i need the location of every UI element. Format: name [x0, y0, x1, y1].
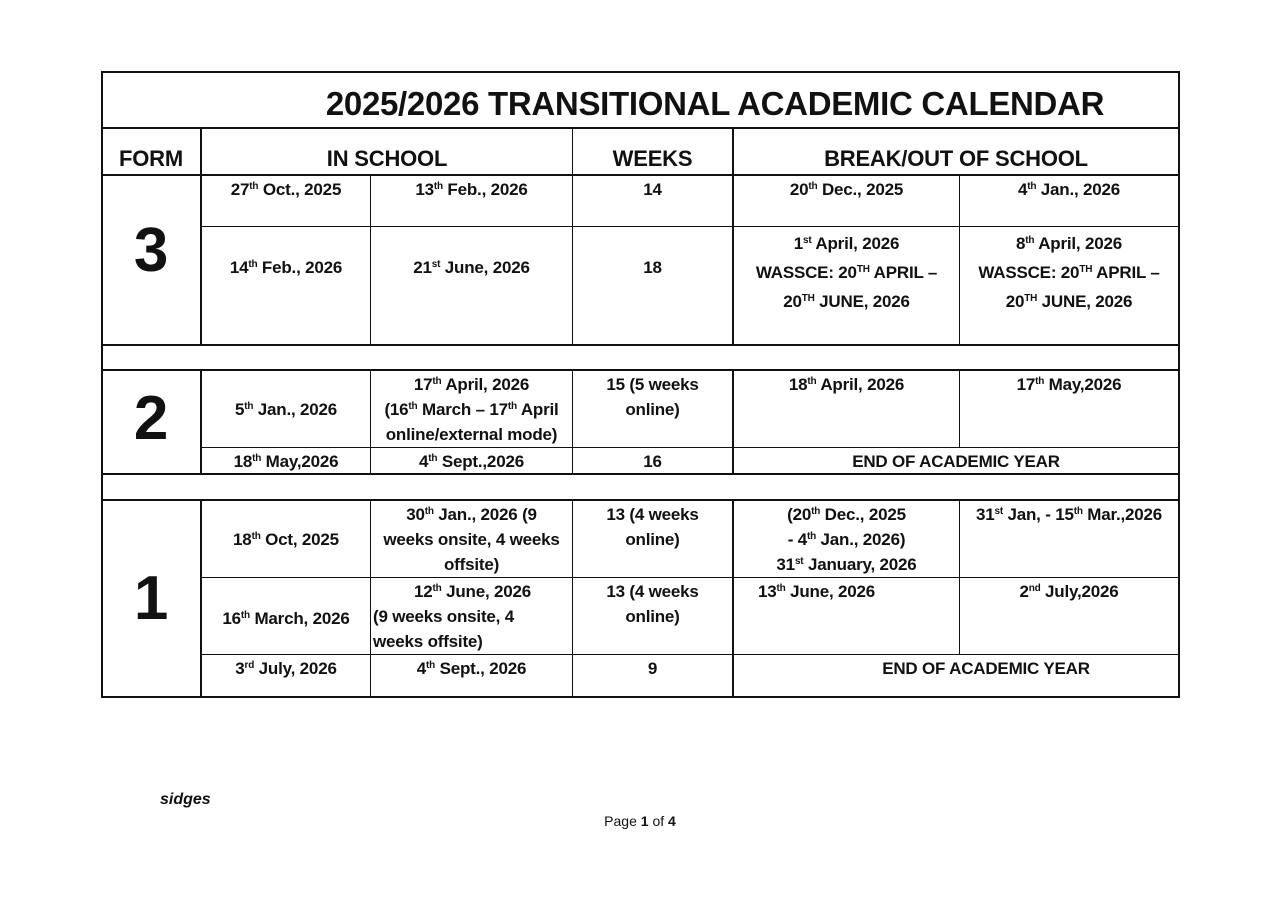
cell-line: 20TH JUNE, 2026 [1005, 292, 1133, 311]
page-label: Page [604, 813, 637, 829]
header-weeks [573, 140, 732, 176]
cell-line: 20th Dec., 2025 [789, 180, 904, 199]
cell-line: 31st January, 2026 [776, 555, 917, 574]
cell-line: 13th June, 2026 [757, 582, 876, 601]
weeks-value [573, 372, 732, 448]
table-border [1178, 71, 1180, 698]
cell-line: (9 weeks onsite, 4 [373, 607, 514, 626]
cell-line: 13 (4 weeks [606, 505, 699, 524]
break-end [960, 579, 1178, 655]
cell-line: 15 (5 weeks [606, 375, 699, 394]
in-school-end [371, 656, 572, 696]
cell-line: 17th May,2026 [1016, 375, 1122, 394]
in-school-end [373, 579, 572, 655]
divider [101, 127, 1180, 129]
date-text: 16th March, 2026 [222, 608, 350, 628]
header-break [734, 140, 1178, 176]
page-current: 1 [640, 813, 649, 829]
cell-line: 30th Jan., 2026 (9 [406, 505, 537, 524]
cell-line: 31st Jan, - 15th Mar.,2026 [975, 505, 1163, 524]
divider [101, 344, 1180, 346]
date-text: 18th May,2026 [233, 451, 339, 471]
page-of: of [652, 813, 665, 829]
in-school-start [202, 177, 370, 226]
form-number-label: 1 [133, 564, 169, 633]
break-start [734, 579, 959, 655]
header-form [102, 140, 200, 176]
date-text: 4th Sept.,2026 [419, 451, 524, 471]
cell-line: (20th Dec., 2025 [787, 505, 906, 524]
break-end [960, 229, 1178, 344]
cell-line: 1st April, 2026 [793, 234, 900, 253]
date-text: 27th Oct., 2025 [230, 180, 342, 199]
date-text: 21st June, 2026 [413, 257, 530, 277]
in-school-start [202, 227, 370, 307]
table-border [101, 696, 1180, 698]
date-text: 3rd July, 2026 [235, 659, 337, 678]
page-title: 2025/2026 TRANSITIONAL ACADEMIC CALENDAR [325, 85, 1105, 122]
break-end [960, 177, 1178, 226]
weeks-label: 14 [643, 180, 662, 199]
cell-line: online) [625, 400, 680, 419]
weeks-value [573, 227, 732, 307]
header-in-school-label: IN SCHOOL [326, 145, 448, 171]
cell-line: (16th March – 17th April [384, 400, 559, 419]
weeks-label: 9 [647, 659, 658, 678]
break-start [734, 229, 959, 344]
in-school-start [202, 371, 370, 447]
break-start [734, 177, 959, 226]
in-school-end [371, 372, 572, 448]
cell-line: 8th April, 2026 [1016, 234, 1122, 253]
end-of-year-label: END OF ACADEMIC YEAR [882, 659, 1090, 678]
end-of-year-label: END OF ACADEMIC YEAR [852, 451, 1060, 471]
header-weeks-label: WEEKS [612, 145, 693, 171]
break-end [960, 372, 1178, 448]
break-merged [734, 656, 1178, 696]
form-number-label: 2 [133, 384, 169, 453]
header-form-label: FORM [119, 145, 183, 171]
in-school-start [202, 656, 370, 696]
in-school-end [371, 227, 572, 307]
header-break-label: BREAK/OUT OF SCHOOL [824, 145, 1088, 171]
weeks-label: 16 [643, 451, 662, 471]
cell-line: 2nd July,2026 [1019, 582, 1119, 601]
header-in-school [202, 140, 572, 176]
form-number [102, 371, 200, 467]
break-end [960, 502, 1178, 578]
date-text: 14th Feb., 2026 [229, 257, 343, 277]
in-school-end [371, 177, 572, 226]
weeks-value [573, 656, 732, 696]
date-text: 5th Jan., 2026 [234, 399, 338, 419]
date-text: 4th Sept., 2026 [416, 659, 527, 678]
weeks-value [573, 502, 732, 578]
cell-line: online) [625, 530, 680, 549]
cell-line: online/external mode) [385, 425, 558, 444]
break-start [734, 502, 959, 578]
cell-line: 18th April, 2026 [788, 375, 905, 394]
cell-line: WASSCE: 20TH APRIL – [755, 263, 938, 282]
weeks-value [573, 448, 732, 474]
cell-line: weeks offsite) [373, 632, 483, 651]
cell-line: 4th Jan., 2026 [1017, 180, 1121, 199]
break-merged [734, 448, 1178, 474]
in-school-start [202, 501, 370, 577]
in-school-end [371, 448, 572, 474]
cell-line: offsite) [443, 555, 500, 574]
cell-line: online) [625, 607, 680, 626]
in-school-start [202, 448, 370, 474]
in-school-end [371, 502, 572, 578]
form-number [102, 176, 200, 326]
weeks-label: 18 [643, 257, 662, 277]
break-start [734, 372, 959, 448]
in-school-start [202, 578, 370, 654]
cell-line: 12th June, 2026 [413, 582, 532, 601]
form-number [102, 501, 200, 697]
cell-line: 13 (4 weeks [606, 582, 699, 601]
date-text: 18th Oct, 2025 [233, 529, 339, 549]
cell-line: 20TH JUNE, 2026 [783, 292, 910, 311]
form-number-label: 3 [133, 216, 169, 285]
page-total: 4 [668, 813, 676, 829]
page-number [0, 813, 1280, 829]
cell-line: - 4th Jan., 2026) [787, 530, 906, 549]
cell-line: 17th April, 2026 [413, 375, 530, 394]
table-border [101, 71, 1180, 73]
weeks-value [573, 579, 732, 655]
cell-line: weeks onsite, 4 weeks [383, 530, 560, 549]
author-signature: sidges [160, 791, 211, 808]
cell-line: WASSCE: 20TH APRIL – [978, 263, 1160, 282]
date-text: 13th Feb., 2026 [415, 180, 528, 199]
weeks-value [573, 177, 732, 226]
